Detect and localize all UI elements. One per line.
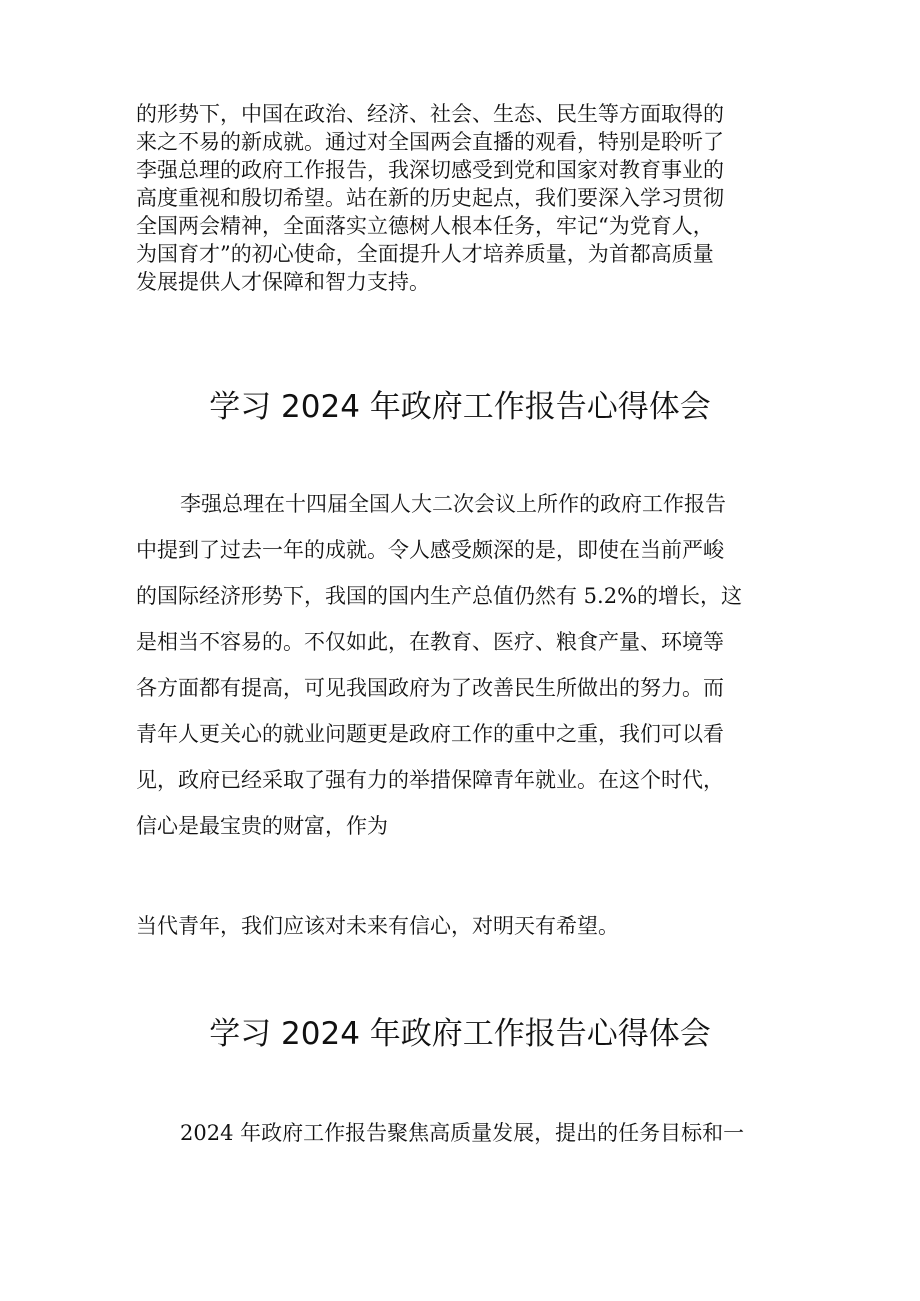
paragraph-line: 李强总理在十四届全国人大二次会议上所作的政府工作报告 [180,492,726,516]
paragraph-line: 为国育才”的初心使命，全面提升人才培养质量，为首都高质量 [136,242,714,266]
paragraph-line: 青年人更关心的就业问题更是政府工作的重中之重，我们可以看 [136,722,724,746]
paragraph-line-continued: 当代青年，我们应该对未来有信心，对明天有希望。 [136,914,619,938]
paragraph-line: 发展提供人才保障和智力支持。 [136,270,430,294]
paragraph-line: 信心是最宝贵的财富，作为 [136,814,388,838]
paragraph-line: 是相当不容易的。不仅如此，在教育、医疗、粮食产量、环境等 [136,630,724,654]
paragraph-line: 中提到了过去一年的成就。令人感受颇深的是，即使在当前严峻 [136,538,724,562]
section-title: 学习 2024 年政府工作报告心得体会 [209,389,711,425]
paragraph-line: 全国两会精神，全面落实立德树人根本任务，牢记“为党育人， [136,214,714,238]
paragraph-line: 的国际经济形势下，我国的国内生产总值仍然有 5.2%的增长，这 [136,584,743,608]
paragraph-line: 的形势下，中国在政治、经济、社会、生态、民生等方面取得的 [136,102,724,126]
paragraph-line: 李强总理的政府工作报告，我深切感受到党和国家对教育事业的 [136,158,724,182]
paragraph-line: 来之不易的新成就。通过对全国两会直播的观看，特别是聆听了 [136,130,724,154]
paragraph-line: 高度重视和殷切希望。站在新的历史起点，我们要深入学习贯彻 [136,186,724,210]
section-title: 学习 2024 年政府工作报告心得体会 [209,1016,711,1052]
paragraph-line: 各方面都有提高，可见我国政府为了改善民生所做出的努力。而 [136,676,724,700]
paragraph-line: 见，政府已经采取了强有力的举措保障青年就业。在这个时代， [136,768,724,792]
paragraph-line: 2024 年政府工作报告聚焦高质量发展，提出的任务目标和一 [180,1121,745,1145]
